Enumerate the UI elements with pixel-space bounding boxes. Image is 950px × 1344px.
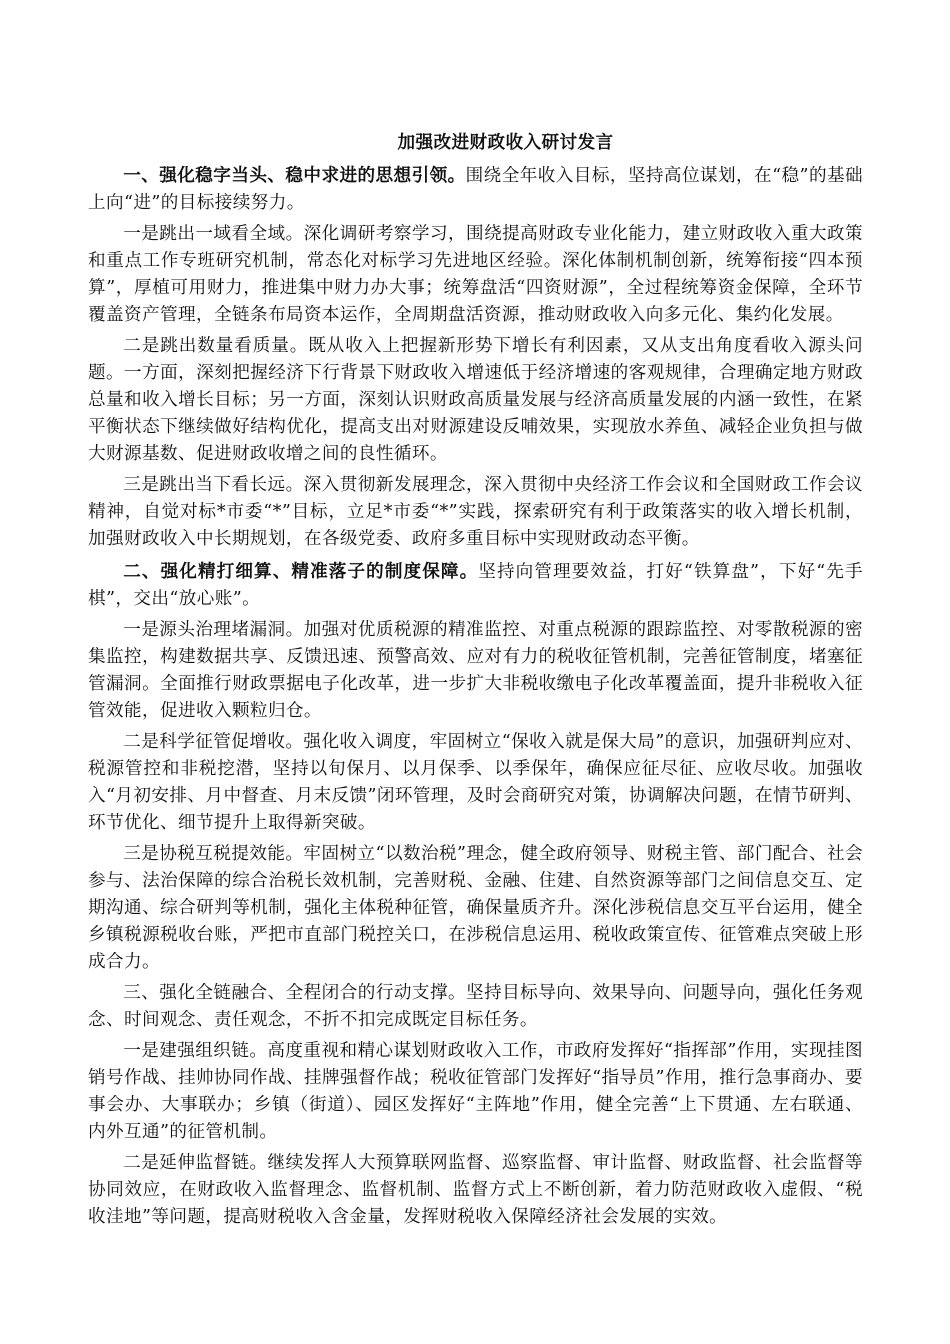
body-paragraph: [88, 1150, 863, 1231]
body-paragraph: [88, 1038, 863, 1146]
body-paragraph: [88, 617, 863, 725]
paragraph-text: 三、强化全链融合、全程闭合的行动支撑。坚持目标导向、效果导向、问题导向，强化任务观念、时间观念、责任观念，不折不扣完成既定目标任务。: [88, 983, 863, 1030]
section-heading-paragraph: [88, 163, 863, 217]
paragraph-text: 围绕全年收入目标，坚持高位谋划，在“稳”的基础上向“进”的目标接续努力。: [88, 166, 863, 213]
body-paragraph: [88, 841, 863, 976]
document-page: [88, 130, 863, 1235]
paragraph-text: 一是源头治理堵漏洞。加强对优质税源的精准监控、对重点税源的跟踪监控、对零散税源的密集监控，构建数据共享、反馈迅速、预警高效、应对有力的税收征管机制，完善征管制度，堵塞征管漏洞。全面推行财政票据电子化改革，进一步扩大非税收缴电子化改革覆盖面，提升非税收入征管效能，促进收入颗粒归仓。: [88, 620, 863, 721]
section-heading: 一、强化稳字当头、稳中求进的思想引领。: [123, 166, 466, 186]
paragraph-text: 坚持向管理要效益，打好“铁算盘”，下好“先手棋”，交出“放心账”。: [88, 562, 863, 609]
body-paragraph: [88, 333, 863, 468]
section-heading: 二、强化精打细算、精准落子的制度保障。: [123, 562, 479, 582]
body-paragraph: [88, 729, 863, 837]
paragraph-text: 二是延伸监督链。继续发挥人大预算联网监督、巡察监督、审计监督、财政监督、社会监督等协同效应，在财政收入监督理念、监督机制、监督方式上不断创新，着力防范财政收入虚假、“税收洼地”等问题，提高财税收入含金量，发挥财税收入保障经济社会发展的实效。: [88, 1153, 863, 1227]
paragraph-text: 三是协税互税提效能。牢固树立“以数治税”理念，健全政府领导、财税主管、部门配合、社会参与、法治保障的综合治税长效机制，完善财税、金融、住建、自然资源等部门之间信息交互、定期沟通、综合研判等机制，强化主体税种征管，确保量质齐升。深化涉税信息交互平台运用，健全乡镇税源税收台账，严把市直部门税控关口，在涉税信息运用、税收政策宣传、征管难点突破上形成合力。: [88, 844, 863, 972]
body-paragraph: [88, 221, 863, 329]
paragraph-text: 二是科学征管促增收。强化收入调度，牢固树立“保收入就是保大局”的意识，加强研判应对、税源管控和非税挖潜，坚持以旬保月、以月保季、以季保年，确保应征尽征、应收尽收。加强收入“月初安排、月中督查、月末反馈”闭环管理，及时会商研究对策，协调解决问题，在情节研判、环节优化、细节提升上取得新突破。: [88, 732, 863, 833]
body-paragraph: [88, 472, 863, 553]
paragraph-text: 二是跳出数量看质量。既从收入上把握新形势下增长有利因素，又从支出角度看收入源头问题。一方面，深刻把握经济下行背景下财政收入增速低于经济增速的客观规律，合理确定地方财政总量和收入增长目标；另一方面，深刻认识财政高质量发展与经济高质量发展的内涵一致性，在紧平衡状态下继续做好结构优化，提高支出对财源建设反哺效果，实现放水养鱼、减轻企业负担与做大财源基数、促进财政收增之间的良性循环。: [88, 336, 863, 464]
body-paragraph: [88, 980, 863, 1034]
paragraph-text: 三是跳出当下看长远。深入贯彻新发展理念，深入贯彻中央经济工作会议和全国财政工作会议精神，自觉对标*市委“*”目标，立足*市委“*”实践，探索研究有利于政策落实的收入增长机制，加强财政收入中长期规划，在各级党委、政府多重目标中实现财政动态平衡。: [88, 475, 863, 549]
paragraph-text: 一是建强组织链。高度重视和精心谋划财政收入工作，市政府发挥好“指挥部”作用，实现挂图销号作战、挂帅协同作战、挂牌强督作战；税收征管部门发挥好“指导员”作用，推行急事商办、要事会办、大事联办；乡镇（街道）、园区发挥好“主阵地”作用，健全完善“上下贯通、左右联通、内外互通”的征管机制。: [88, 1041, 863, 1142]
document-title: 加强改进财政收入研讨发言: [397, 133, 614, 153]
document-body: [88, 163, 863, 1231]
paragraph-text: 一是跳出一域看全域。深化调研考察学习，围绕提高财政专业化能力，建立财政收入重大政策和重点工作专班研究机制，常态化对标学习先进地区经验。深化体制机制创新，统筹衔接“四本预算”，厚植可用财力，推进集中财力办大事；统筹盘活“四资财源”，全过程统筹资金保障，全环节覆盖资产管理，全链条布局资本运作，全周期盘活资源，推动财政收入向多元化、集约化发展。: [88, 224, 863, 325]
section-heading-paragraph: [88, 559, 863, 613]
